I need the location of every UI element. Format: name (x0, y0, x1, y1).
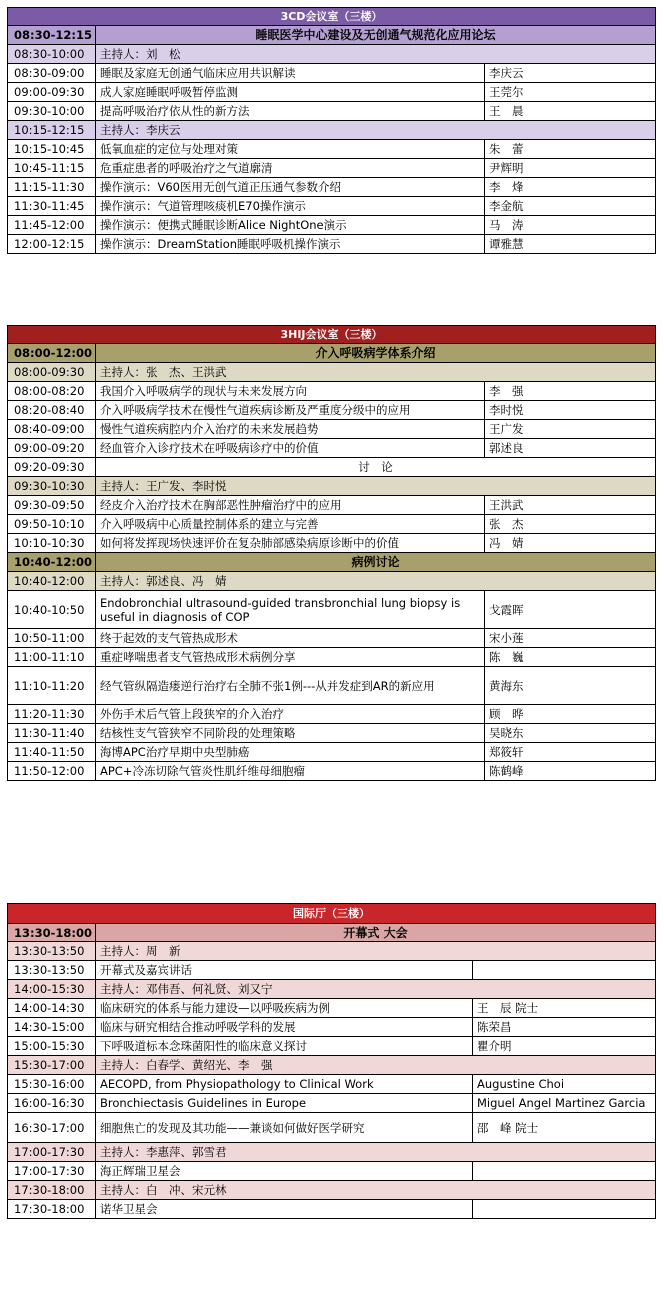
discussion-cell: 讨 论 (96, 458, 656, 477)
talk-row (8, 102, 656, 121)
time-cell: 14:00-15:30 (8, 980, 96, 999)
talk-row (8, 1162, 656, 1181)
time-cell: 13:30-13:50 (8, 942, 96, 961)
time-cell: 14:30-15:00 (8, 1018, 96, 1037)
time-cell: 11:15-11:30 (8, 178, 96, 197)
time-cell: 09:30-09:50 (8, 496, 96, 515)
speaker-cell: 陈荣昌 (473, 1018, 656, 1037)
talk-row (8, 159, 656, 178)
host-row (8, 980, 656, 999)
topic-cell: 成人家庭睡眠呼吸暂停监测 (96, 83, 485, 102)
talk-row (8, 1200, 656, 1219)
topic-cell: Bronchiectasis Guidelines in Europe (96, 1094, 473, 1113)
talk-row (8, 382, 656, 401)
topic-cell: 开幕式及嘉宾讲话 (96, 961, 473, 980)
talk-row (8, 667, 656, 705)
speaker-cell: 张 杰 (485, 515, 656, 534)
time-cell: 09:20-09:30 (8, 458, 96, 477)
host-cell: 主持人：刘 松 (96, 45, 656, 64)
speaker-cell: 李庆云 (485, 64, 656, 83)
time-cell: 09:00-09:30 (8, 83, 96, 102)
time-cell: 17:30-18:00 (8, 1200, 96, 1219)
time-cell: 11:45-12:00 (8, 216, 96, 235)
speaker-cell: 王 晨 (485, 102, 656, 121)
talk-row (8, 1018, 656, 1037)
time-cell: 10:15-12:15 (8, 121, 96, 140)
speaker-cell (473, 1200, 656, 1219)
time-cell: 10:40-10:50 (8, 591, 96, 629)
topic-cell: 经血管介入诊疗技术在呼吸病诊疗中的价值 (96, 439, 485, 458)
session-title: 开幕式 大会 (96, 924, 656, 942)
session-time: 13:30-18:00 (8, 924, 96, 942)
speaker-cell: 尹辉明 (485, 159, 656, 178)
host-cell: 主持人：李庆云 (96, 121, 656, 140)
speaker-cell (473, 961, 656, 980)
host-cell: 主持人：张 杰、王洪武 (96, 363, 656, 382)
talk-row (8, 64, 656, 83)
host-cell: 主持人：白春学、黄绍光、李 强 (96, 1056, 656, 1075)
topic-cell: Endobronchial ultrasound-guided transbronchial lung biopsy is useful in diagnosis of COP (96, 591, 485, 629)
talk-row (8, 1075, 656, 1094)
speaker-cell: 王洪武 (485, 496, 656, 515)
topic-cell: 操作演示：DreamStation睡眠呼吸机操作演示 (96, 235, 485, 254)
speaker-cell: 李金航 (485, 197, 656, 216)
talk-row (8, 216, 656, 235)
time-cell: 13:30-13:50 (8, 961, 96, 980)
time-cell: 09:00-09:20 (8, 439, 96, 458)
schedule-table-3cd (7, 7, 656, 254)
speaker-cell: 郭述良 (485, 439, 656, 458)
speaker-cell: 邵 峰 院士 (473, 1113, 656, 1143)
speaker-cell: Augustine Choi (473, 1075, 656, 1094)
time-cell: 11:30-11:40 (8, 724, 96, 743)
speaker-cell: 瞿介明 (473, 1037, 656, 1056)
topic-cell: 介入呼吸病学技术在慢性气道疾病诊断及严重度分级中的应用 (96, 401, 485, 420)
talk-row (8, 515, 656, 534)
topic-cell: 低氧血症的定位与处理对策 (96, 140, 485, 159)
topic-cell: 如何将发挥现场快速评价在复杂肺部感染病原诊断中的价值 (96, 534, 485, 553)
time-cell: 09:30-10:30 (8, 477, 96, 496)
speaker-cell: 王 辰 院士 (473, 999, 656, 1018)
time-cell: 08:40-09:00 (8, 420, 96, 439)
speaker-cell: 宋小莲 (485, 629, 656, 648)
host-cell: 主持人：白 冲、宋元林 (96, 1181, 656, 1200)
speaker-cell: Miguel Angel Martinez Garcia (473, 1094, 656, 1113)
talk-row (8, 648, 656, 667)
time-cell: 11:00-11:10 (8, 648, 96, 667)
host-row (8, 363, 656, 382)
talk-row (8, 420, 656, 439)
time-cell: 10:10-10:30 (8, 534, 96, 553)
time-cell: 11:50-12:00 (8, 762, 96, 781)
time-cell: 11:40-11:50 (8, 743, 96, 762)
talk-row (8, 591, 656, 629)
topic-cell: 海博APC治疗早期中央型肺癌 (96, 743, 485, 762)
speaker-cell: 吴晓东 (485, 724, 656, 743)
host-row (8, 1056, 656, 1075)
time-cell: 09:30-10:00 (8, 102, 96, 121)
host-row (8, 1181, 656, 1200)
time-cell: 08:30-09:00 (8, 64, 96, 83)
time-cell: 08:00-08:20 (8, 382, 96, 401)
time-cell: 10:45-11:15 (8, 159, 96, 178)
time-cell: 14:00-14:30 (8, 999, 96, 1018)
time-cell: 15:00-15:30 (8, 1037, 96, 1056)
topic-cell: 临床与研究相结合推动呼吸学科的发展 (96, 1018, 473, 1037)
talk-row (8, 83, 656, 102)
host-row (8, 1143, 656, 1162)
speaker-cell: 李 烽 (485, 178, 656, 197)
talk-row (8, 401, 656, 420)
topic-cell: 临床研究的体系与能力建设—以呼吸疾病为例 (96, 999, 473, 1018)
topic-cell: 慢性气道疾病腔内介入治疗的未来发展趋势 (96, 420, 485, 439)
topic-cell: 操作演示：V60医用无创气道正压通气参数介绍 (96, 178, 485, 197)
time-cell: 10:50-11:00 (8, 629, 96, 648)
topic-cell: 下呼吸道标本念珠菌阳性的临床意义探讨 (96, 1037, 473, 1056)
host-cell: 主持人：邓伟吾、何礼贤、刘又宁 (96, 980, 656, 999)
time-cell: 15:30-17:00 (8, 1056, 96, 1075)
talk-row (8, 496, 656, 515)
host-cell: 主持人：王广发、李时悦 (96, 477, 656, 496)
talk-row (8, 743, 656, 762)
topic-cell: 经气管纵隔造瘘逆行治疗右全肺不张1例---从并发症到AR的新应用 (96, 667, 485, 705)
time-cell: 15:30-16:00 (8, 1075, 96, 1094)
speaker-cell: 黄海东 (485, 667, 656, 705)
speaker-cell: 王莞尔 (485, 83, 656, 102)
time-cell: 08:20-08:40 (8, 401, 96, 420)
session-title: 病例讨论 (96, 553, 656, 572)
topic-cell: 外伤手术后气管上段狭窄的介入治疗 (96, 705, 485, 724)
talk-row (8, 724, 656, 743)
speaker-cell: 朱 蕾 (485, 140, 656, 159)
topic-cell: 经皮介入治疗技术在胸部恶性肿瘤治疗中的应用 (96, 496, 485, 515)
topic-cell: 睡眠及家庭无创通气临床应用共识解读 (96, 64, 485, 83)
topic-cell: APC+冷冻切除气管炎性肌纤维母细胞瘤 (96, 762, 485, 781)
session-time: 08:30-12:15 (8, 26, 96, 45)
discussion-row (8, 458, 656, 477)
speaker-cell (473, 1162, 656, 1181)
host-cell: 主持人：周 新 (96, 942, 656, 961)
time-cell: 17:30-18:00 (8, 1181, 96, 1200)
schedule-table-international-hall (7, 903, 656, 1219)
time-cell: 08:30-10:00 (8, 45, 96, 64)
time-cell: 16:30-17:00 (8, 1113, 96, 1143)
talk-row (8, 999, 656, 1018)
talk-row (8, 1037, 656, 1056)
topic-cell: 危重症患者的呼吸治疗之气道廓清 (96, 159, 485, 178)
speaker-cell: 谭雅慧 (485, 235, 656, 254)
topic-cell: 终于起效的支气管热成形术 (96, 629, 485, 648)
topic-cell: 结核性支气管狭窄不同阶段的处理策略 (96, 724, 485, 743)
speaker-cell: 陈 巍 (485, 648, 656, 667)
host-row (8, 942, 656, 961)
topic-cell: 海正辉瑞卫星会 (96, 1162, 473, 1181)
talk-row (8, 534, 656, 553)
speaker-cell: 陈鹤峰 (485, 762, 656, 781)
topic-cell: 操作演示：便携式睡眠诊断Alice NightOne演示 (96, 216, 485, 235)
topic-cell: 重症哮喘患者支气管热成形术病例分享 (96, 648, 485, 667)
session-time: 08:00-12:00 (8, 344, 96, 363)
talk-row (8, 762, 656, 781)
host-row (8, 45, 656, 64)
session-title: 睡眠医学中心建设及无创通气规范化应用论坛 (96, 26, 656, 45)
speaker-cell: 冯 婧 (485, 534, 656, 553)
host-row (8, 572, 656, 591)
time-cell: 10:40-12:00 (8, 553, 96, 572)
session-row (8, 553, 656, 572)
time-cell: 09:50-10:10 (8, 515, 96, 534)
host-cell: 主持人：郭述良、冯 婧 (96, 572, 656, 591)
room-title: 3CD会议室（三楼） (8, 8, 656, 26)
host-cell: 主持人：李惠萍、郭雪君 (96, 1143, 656, 1162)
time-cell: 17:00-17:30 (8, 1162, 96, 1181)
time-cell: 08:00-09:30 (8, 363, 96, 382)
host-row (8, 477, 656, 496)
speaker-cell: 郑筱轩 (485, 743, 656, 762)
time-cell: 12:00-12:15 (8, 235, 96, 254)
talk-row (8, 705, 656, 724)
talk-row (8, 1094, 656, 1113)
speaker-cell: 顾 晔 (485, 705, 656, 724)
talk-row (8, 178, 656, 197)
talk-row (8, 140, 656, 159)
talk-row (8, 235, 656, 254)
time-cell: 11:20-11:30 (8, 705, 96, 724)
speaker-cell: 马 涛 (485, 216, 656, 235)
time-cell: 17:00-17:30 (8, 1143, 96, 1162)
topic-cell: 我国介入呼吸病学的现状与未来发展方向 (96, 382, 485, 401)
topic-cell: AECOPD, from Physiopathology to Clinical Work (96, 1075, 473, 1094)
room-title: 3HIJ会议室（三楼） (8, 326, 656, 344)
time-cell: 11:10-11:20 (8, 667, 96, 705)
speaker-cell: 李 强 (485, 382, 656, 401)
talk-row (8, 961, 656, 980)
talk-row (8, 1113, 656, 1143)
time-cell: 16:00-16:30 (8, 1094, 96, 1113)
topic-cell: 诺华卫星会 (96, 1200, 473, 1219)
schedule-table-3hij (7, 325, 656, 781)
talk-row (8, 439, 656, 458)
session-title: 介入呼吸病学体系介绍 (96, 344, 656, 363)
topic-cell: 操作演示：气道管理咳痰机E70操作演示 (96, 197, 485, 216)
topic-cell: 提高呼吸治疗依从性的新方法 (96, 102, 485, 121)
host-row (8, 121, 656, 140)
time-cell: 10:15-10:45 (8, 140, 96, 159)
topic-cell: 介入呼吸病中心质量控制体系的建立与完善 (96, 515, 485, 534)
topic-cell: 细胞焦亡的发现及其功能——兼谈如何做好医学研究 (96, 1113, 473, 1143)
room-title: 国际厅（三楼） (8, 904, 656, 924)
speaker-cell: 王广发 (485, 420, 656, 439)
time-cell: 11:30-11:45 (8, 197, 96, 216)
speaker-cell: 李时悦 (485, 401, 656, 420)
time-cell: 10:40-12:00 (8, 572, 96, 591)
talk-row (8, 629, 656, 648)
talk-row (8, 197, 656, 216)
speaker-cell: 戈霞晖 (485, 591, 656, 629)
